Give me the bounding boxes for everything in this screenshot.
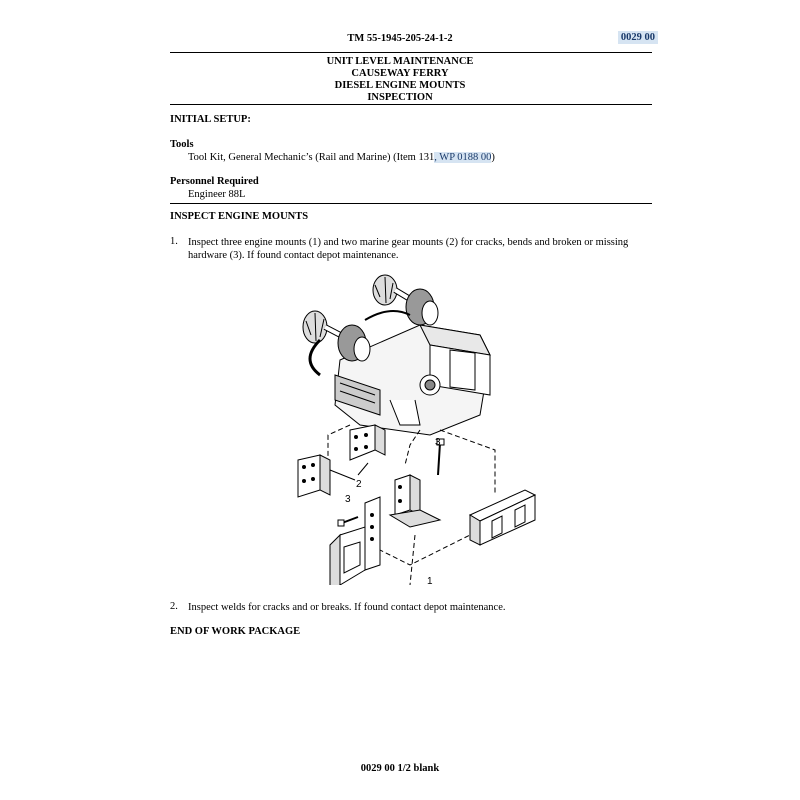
engine-mount-center	[390, 475, 440, 527]
document-number: TM 55-1945-205-24-1-2	[347, 33, 453, 44]
callout-3-upper: 3	[435, 437, 441, 448]
tools-heading: Tools	[170, 139, 194, 150]
title-line-3: DIESEL ENGINE MOUNTS	[334, 80, 466, 91]
tools-item: Tool Kit, General Mechanic’s (Rail and Marine) (Item 131	[188, 152, 435, 163]
bolt-head-left	[338, 520, 344, 526]
callout-2-leader	[330, 463, 368, 480]
tools-text	[188, 152, 495, 163]
setup-rule	[170, 203, 652, 204]
end-of-work-package: END OF WORK PACKAGE	[170, 626, 301, 637]
personnel-heading: Personnel Required	[170, 176, 259, 187]
callout-1: 1	[427, 576, 433, 585]
work-package-number[interactable]: 0029 00	[618, 31, 658, 44]
step-2-text: Inspect welds for cracks and or breaks. If found contact depot maintenance.	[188, 602, 506, 613]
page-title	[0, 56, 800, 104]
header-rule	[170, 52, 652, 53]
page-footer: 0029 00 1/2 blank	[360, 763, 440, 774]
callout-2: 2	[356, 479, 362, 490]
initial-setup-heading: INITIAL SETUP:	[170, 114, 251, 125]
section-heading: INSPECT ENGINE MOUNTS	[170, 211, 309, 222]
step-1-text: Inspect three engine mounts (1) and two marine gear mounts (2) for cracks, bends and broken or missing hardware (3). If found contact depot maintenance.	[188, 237, 629, 261]
wp-link[interactable]: , WP 0188 00	[434, 152, 492, 163]
step-2-number: 2.	[170, 601, 178, 612]
title-rule	[170, 104, 652, 105]
engine-illustration	[303, 275, 490, 435]
marine-gear-mount-upper	[350, 425, 385, 460]
marine-gear-mount-lower	[298, 455, 330, 497]
step-1-number: 1.	[170, 236, 178, 247]
callout-3-lower: 3	[345, 494, 351, 505]
engine-mount-left	[330, 497, 380, 585]
personnel-text: Engineer 88L	[188, 189, 246, 200]
title-line-4: INSPECTION	[367, 92, 433, 103]
engine-mounts-figure	[280, 265, 560, 585]
title-line-2: CAUSEWAY FERRY	[351, 68, 449, 79]
tools-close: )	[491, 152, 495, 163]
engine-mount-right	[470, 490, 535, 545]
title-line-1: UNIT LEVEL MAINTENANCE	[326, 56, 474, 67]
